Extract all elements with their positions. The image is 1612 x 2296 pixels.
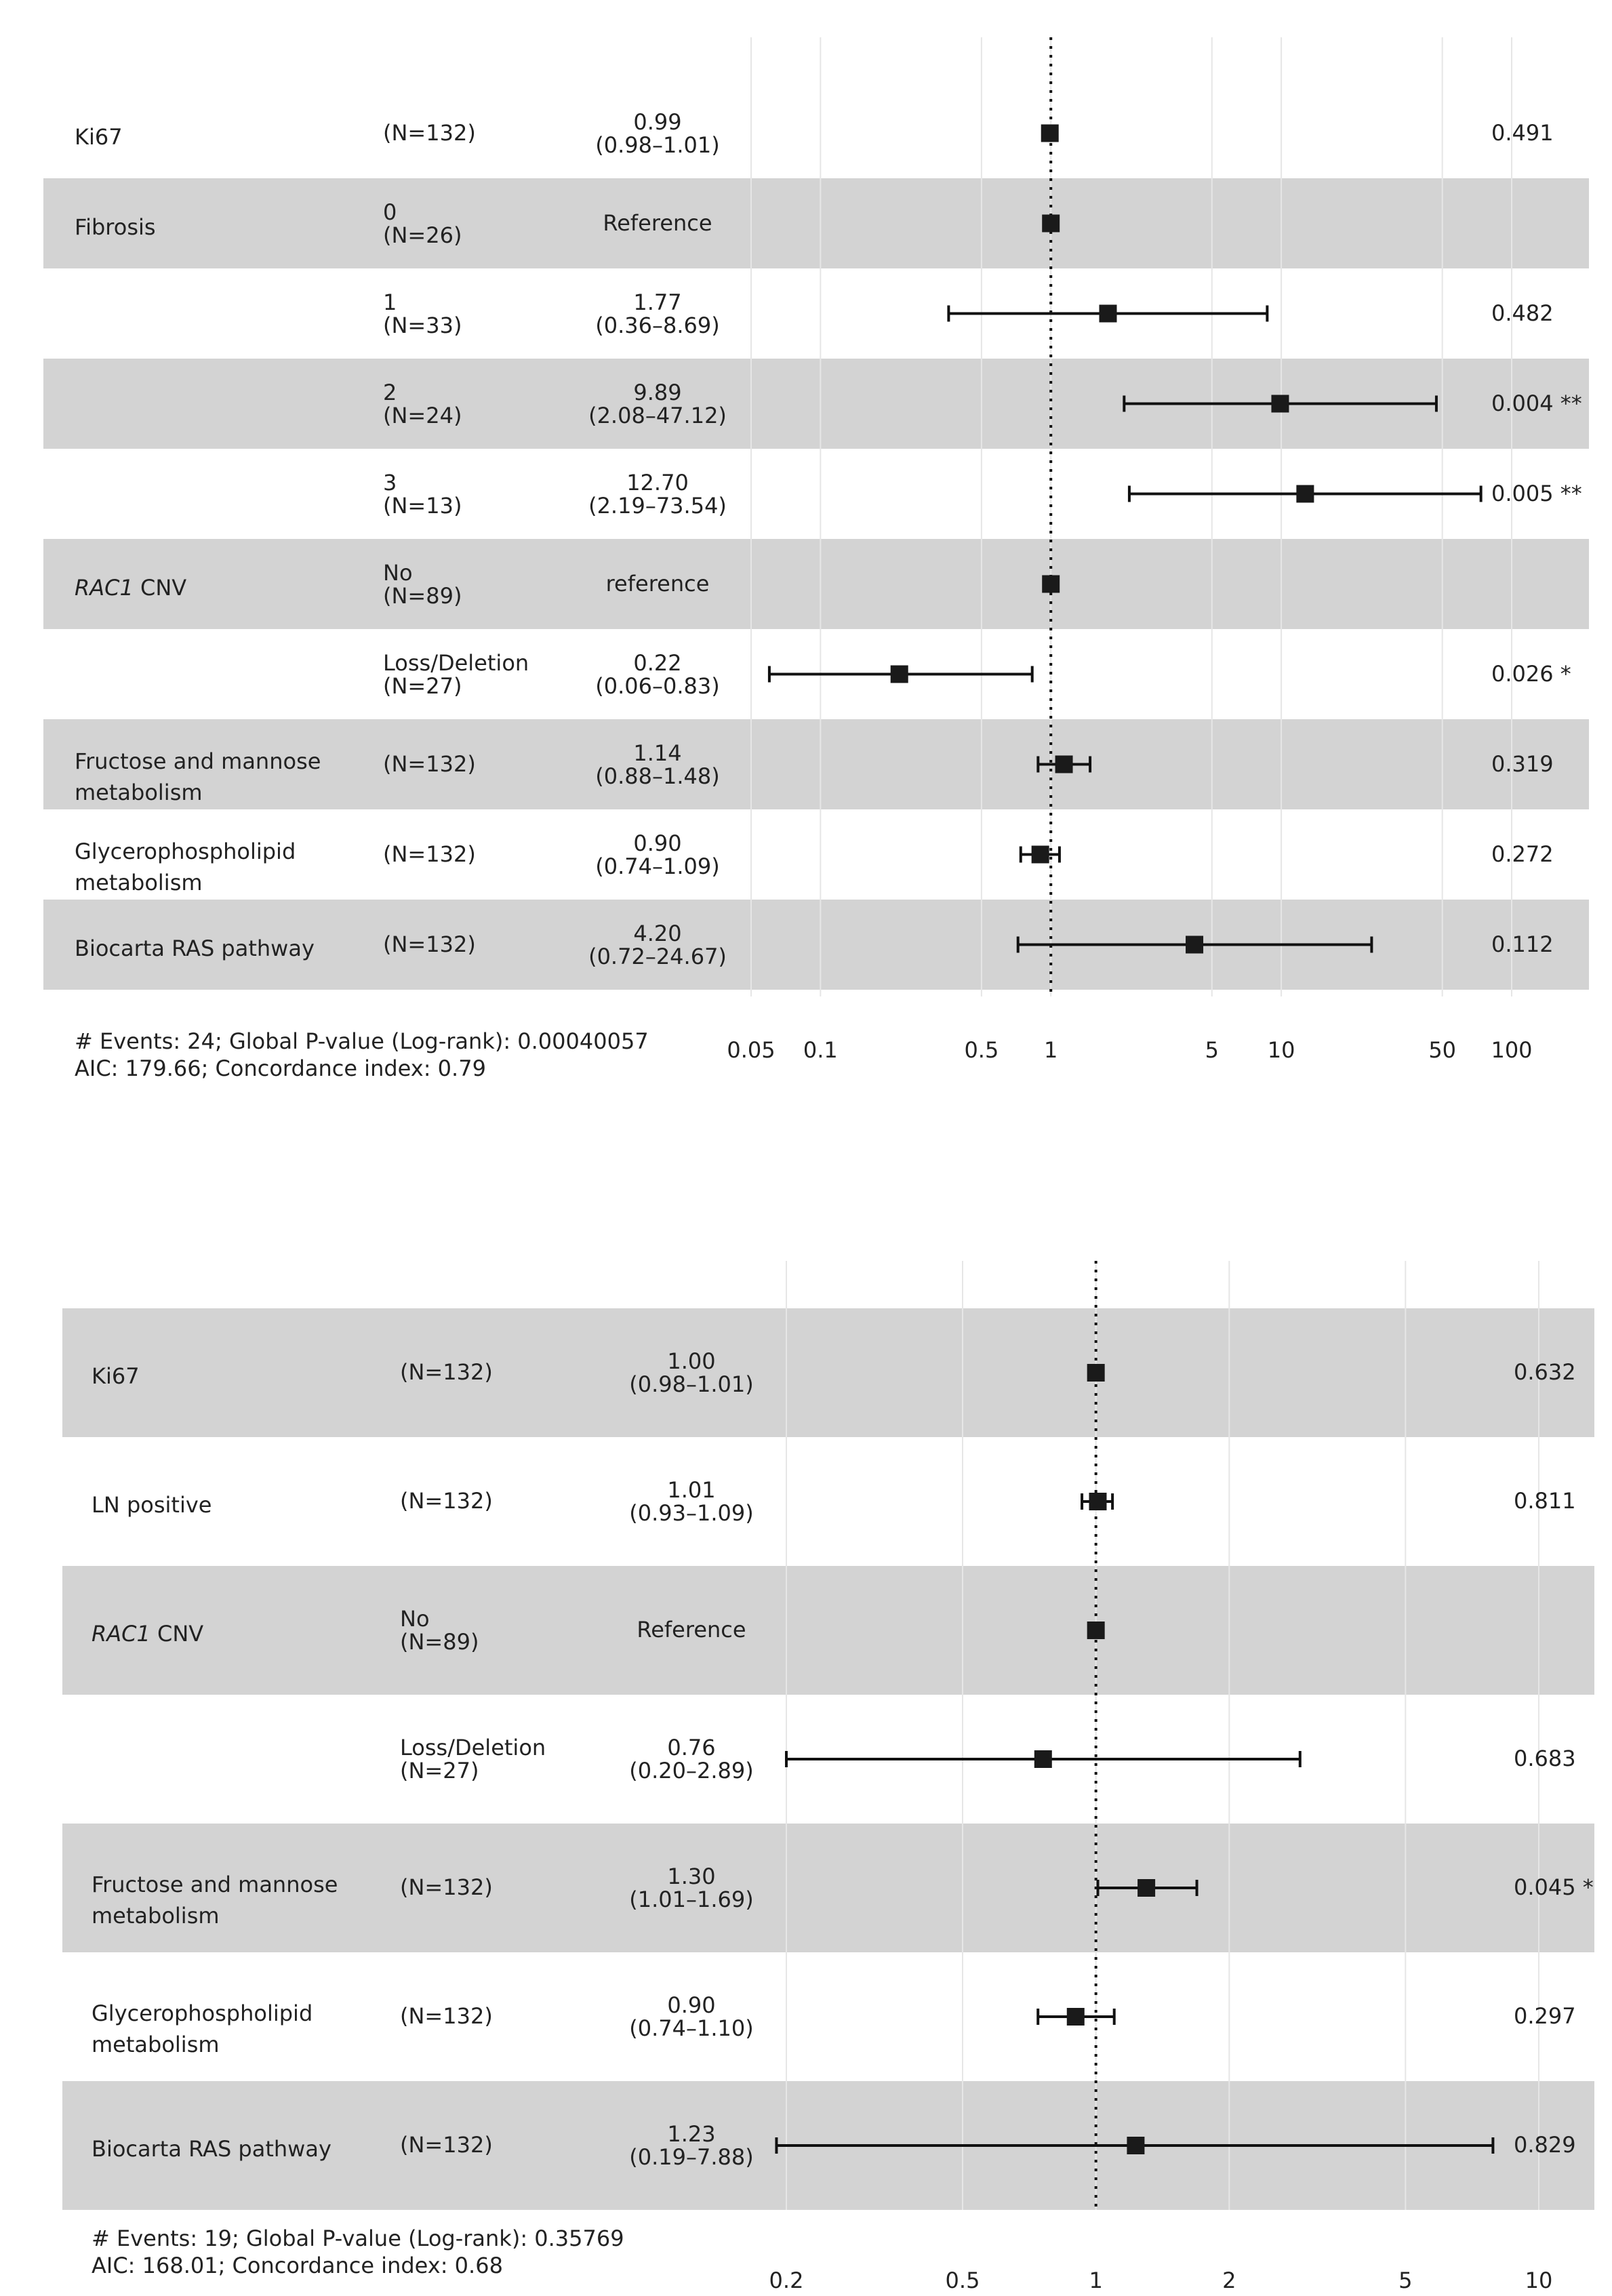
variable-text: CNV: [150, 1621, 204, 1647]
hr-point: [1067, 2008, 1085, 2026]
p-value: 0.112: [1491, 931, 1554, 957]
x-tick-label: 0.5: [945, 2268, 980, 2293]
variable-text: CNV: [133, 574, 187, 601]
hr-point: [1034, 1750, 1052, 1768]
n-label: (N=132): [383, 750, 476, 777]
n-label: (N=132): [383, 841, 476, 867]
variable-text: Biocarta RAS pathway: [92, 2136, 331, 2162]
x-tick-label: 0.5: [964, 1037, 999, 1063]
hr-label: [569, 1736, 813, 1782]
n-label: (N=132): [383, 931, 476, 957]
hr-value: 0.90: [633, 830, 682, 856]
level-n-label: [400, 2005, 493, 2028]
ci-value: (2.08–47.12): [588, 402, 727, 428]
ci-value: (0.36–8.69): [595, 312, 720, 338]
gene-name: RAC1: [92, 1621, 150, 1647]
hr-value: 12.70: [626, 469, 689, 496]
level-label: 0: [383, 199, 397, 225]
level-label: 1: [383, 289, 397, 315]
level-label: Loss/Deletion: [400, 1735, 546, 1760]
n-label: (N=132): [383, 119, 476, 146]
hr-point: [1137, 1879, 1155, 1897]
variable-text: Fibrosis: [75, 214, 156, 240]
variable-label: [92, 2133, 331, 2164]
ci-value: (0.93–1.09): [629, 1500, 754, 1526]
ci-value: (0.74–1.09): [595, 853, 720, 879]
hr-value: 0.22: [633, 649, 682, 676]
variable-text: LN positive: [92, 1492, 212, 1518]
level-label: 3: [383, 469, 397, 496]
level-n-label: [400, 1361, 493, 1384]
level-n-label: [400, 1607, 479, 1653]
x-tick-label: 0.2: [769, 2268, 804, 2293]
x-tick-label: 5: [1398, 2268, 1413, 2293]
hr-point: [1127, 2137, 1144, 2154]
x-tick-label: 50: [1428, 1037, 1457, 1063]
p-value: 0.829: [1514, 2132, 1576, 2158]
x-tick-label: 1: [1044, 1037, 1058, 1063]
p-value: 0.297: [1514, 2003, 1576, 2029]
x-tick-label: 0.05: [727, 1037, 775, 1063]
x-tick-label: 2: [1222, 2268, 1236, 2293]
level-n-label: [400, 1736, 546, 1782]
hr-label: [569, 1865, 813, 1911]
level-label: 2: [383, 379, 397, 405]
p-value: 0.482: [1491, 300, 1554, 326]
hr-value: 1.00: [667, 1348, 716, 1374]
level-label: Loss/Deletion: [383, 649, 529, 676]
model-summary-line: # Events: 19; Global P-value (Log-rank): 0.35769: [92, 2225, 624, 2251]
ci-value: (0.88–1.48): [595, 763, 720, 789]
model-summary: [92, 2225, 624, 2279]
n-label: (N=89): [400, 1629, 479, 1655]
p-value: 0.632: [1514, 1359, 1576, 1385]
ci-value: (0.19–7.88): [629, 2144, 754, 2170]
ci-value: (0.98–1.01): [595, 132, 720, 158]
hr-value: 1.30: [667, 1864, 716, 1889]
n-label: (N=132): [400, 2003, 493, 2029]
n-label: (N=27): [383, 672, 462, 699]
n-label: (N=13): [383, 492, 462, 519]
p-value: 0.026 *: [1491, 660, 1571, 687]
variable-label: [92, 1869, 338, 1931]
hr-value: 1.14: [633, 740, 682, 766]
variable-text: Ki67: [92, 1363, 140, 1389]
n-label: (N=132): [400, 1359, 493, 1385]
hr-label: [569, 1994, 813, 2040]
level-label: No: [383, 559, 413, 586]
ci-value: (0.20–2.89): [629, 1758, 754, 1784]
x-tick-label: 100: [1491, 1037, 1533, 1063]
variable-text: Fructose and mannose metabolism: [75, 748, 321, 805]
p-value: 0.683: [1514, 1746, 1576, 1771]
hr-value: 0.99: [633, 108, 682, 135]
hr-point: [1089, 1493, 1106, 1510]
variable-text: Biocarta RAS pathway: [75, 935, 315, 961]
x-tick-label: 10: [1267, 1037, 1295, 1063]
hr-value: 1.23: [667, 2121, 716, 2147]
variable-text: Fructose and mannose metabolism: [92, 1872, 338, 1929]
hr-value: 0.76: [667, 1735, 716, 1760]
ci-value: (0.72–24.67): [588, 943, 727, 969]
variable-label: [92, 1489, 211, 1520]
hr-label: [569, 1618, 813, 1641]
hr-label: [569, 1478, 813, 1525]
variable-label: [92, 1361, 140, 1392]
x-tick-label: 0.1: [803, 1037, 838, 1063]
hr-value: reference: [605, 570, 710, 597]
n-label: (N=89): [383, 582, 462, 609]
variable-text: Glycerophospholipid metabolism: [75, 838, 296, 895]
x-tick-label: 1: [1089, 2268, 1103, 2293]
gene-name: RAC1: [75, 574, 134, 601]
x-tick-label: 5: [1205, 1037, 1219, 1063]
hr-value: 1.01: [667, 1477, 716, 1503]
hr-point: [1087, 1622, 1105, 1639]
hr-value: Reference: [603, 209, 712, 236]
hr-label: [569, 1350, 813, 1396]
x-tick-label: 10: [1525, 2268, 1553, 2293]
level-label: No: [400, 1606, 430, 1632]
variable-label: [92, 1998, 313, 2060]
p-value: 0.272: [1491, 841, 1554, 867]
ci-value: (0.06–0.83): [595, 672, 720, 699]
ci-value: (1.01–1.69): [629, 1887, 754, 1912]
n-label: (N=33): [383, 312, 462, 338]
p-value: 0.319: [1491, 750, 1554, 777]
model-summary-line: AIC: 168.01; Concordance index: 0.68: [92, 2253, 503, 2278]
n-label: (N=132): [400, 1874, 493, 1900]
level-n-label: [400, 1876, 493, 1899]
hr-value: 0.90: [667, 1992, 716, 2018]
p-value: 0.005 **: [1491, 480, 1582, 506]
variable-label: [92, 1618, 203, 1649]
hr-value: 1.77: [633, 289, 682, 315]
variable-text: Glycerophospholipid metabolism: [92, 2000, 313, 2057]
n-label: (N=132): [400, 1488, 493, 1514]
hr-point: [1087, 1364, 1105, 1382]
ci-value: (0.74–1.10): [629, 2015, 754, 2041]
p-value: 0.491: [1491, 119, 1554, 146]
level-n-label: [400, 2133, 493, 2156]
n-label: (N=132): [400, 2132, 493, 2158]
n-label: (N=26): [383, 222, 462, 248]
model-summary-line: AIC: 179.66; Concordance index: 0.79: [75, 1055, 486, 1081]
hr-value: 4.20: [633, 920, 682, 946]
hr-value: Reference: [637, 1617, 746, 1643]
level-n-label: [400, 1489, 493, 1512]
model-summary-line: # Events: 24; Global P-value (Log-rank): 0.00040057: [75, 1028, 649, 1054]
hr-label: [569, 2122, 813, 2169]
p-value: 0.811: [1514, 1488, 1576, 1514]
variable-text: Ki67: [75, 123, 123, 150]
n-label: (N=27): [400, 1758, 479, 1784]
ci-value: (2.19–73.54): [588, 492, 727, 519]
p-value: 0.004 **: [1491, 390, 1582, 416]
n-label: (N=24): [383, 402, 462, 428]
ci-value: (0.98–1.01): [629, 1371, 754, 1397]
hr-value: 9.89: [633, 379, 682, 405]
p-value: 0.045 *: [1514, 1874, 1594, 1900]
